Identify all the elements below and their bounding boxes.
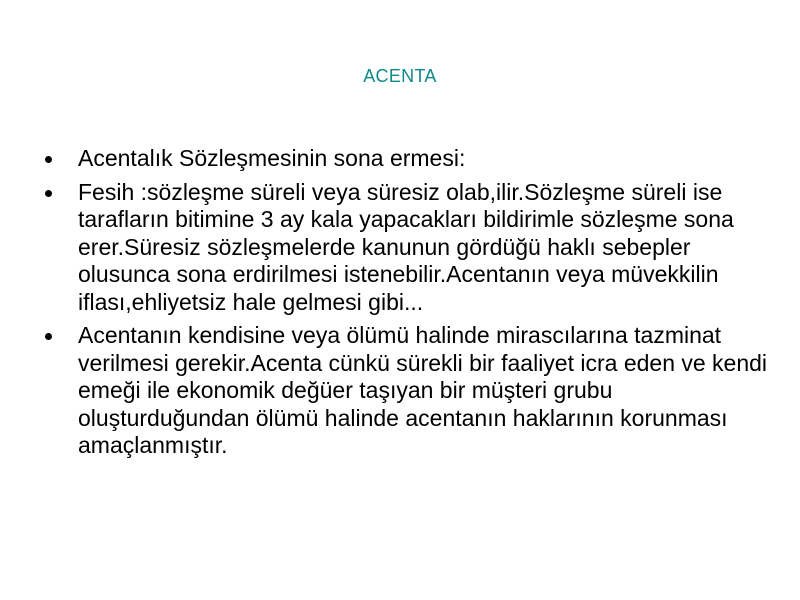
bullet-text: Acentanın kendisine veya ölümü halinde mirascılarına tazminat verilmesi gerekir.Acenta cünkü sürekli bir faaliyet icra eden ve kendi emeği ile ekonomik değüer taşıyan bir müşteri grubu oluşturduğundan ölümü halinde acentanın haklarının korunması amaçlanmıştır.	[78, 322, 768, 458]
bullet-dot-icon	[45, 190, 52, 197]
bullet-list	[38, 145, 770, 466]
bullet-item-termination	[38, 179, 770, 317]
bullet-dot-icon	[45, 333, 52, 340]
bullet-item-compensation	[38, 322, 770, 460]
bullet-text: Fesih :sözleşme süreli veya süresiz olab,ilir.Sözleşme süreli ise tarafların bitimine 3 ay kala yapacakları bildirimle sözleşme sona erer.Süresiz sözleşmelerde kanunun gördüğü haklı sebepler olusunca sona erdirilmesi istenebilir.Acentanın veya müvekkilin iflası,ehliyetsiz hale gelmesi gibi...	[78, 178, 734, 315]
slide-title: ACENTA	[363, 66, 437, 86]
bullet-text: Acentalık Sözleşmesinin sona ermesi:	[78, 145, 466, 171]
bullet-dot-icon	[45, 156, 52, 163]
bullet-item-ending	[38, 145, 770, 173]
